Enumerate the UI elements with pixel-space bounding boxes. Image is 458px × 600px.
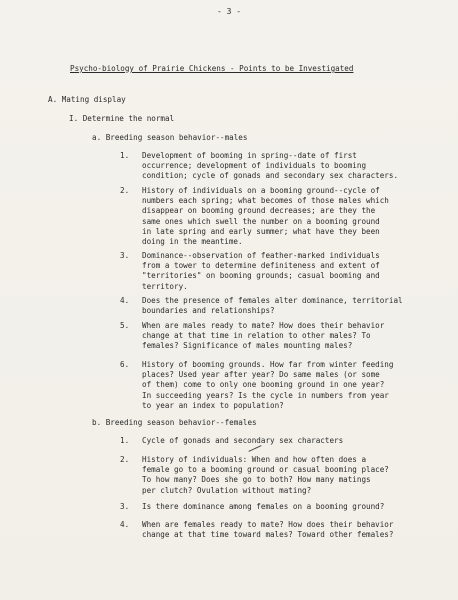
text-line: disappear on booming ground decreases; are they the xyxy=(142,206,376,216)
list-item-text xyxy=(142,321,384,352)
list-item-number: 3. xyxy=(120,502,130,511)
text-line: "territories" on booming grounds; casual booming and xyxy=(142,271,380,281)
list-item-text xyxy=(142,186,389,247)
text-line: change at that time in relation to other males? To xyxy=(142,331,371,341)
text-line: History of individuals on a booming ground--cycle of xyxy=(142,186,380,195)
list-item-number: 1. xyxy=(120,151,130,160)
text-line: places? Used year after year? Do same males (or some xyxy=(142,370,380,380)
text-line: When are males ready to mate? How does their behavior xyxy=(142,321,385,330)
section-heading-i: I. Determine the normal xyxy=(69,114,175,123)
text-line: History of individuals: When and how often does a xyxy=(142,455,367,464)
text-line: female go to a booming ground or casual booming place? xyxy=(142,465,389,475)
list-item-text xyxy=(142,436,343,446)
text-line: from a tower to determine definiteness and extent of xyxy=(142,261,380,271)
list-item-number: 2. xyxy=(120,186,130,195)
list-item-number: 4. xyxy=(120,296,130,305)
text-line: Development of booming in spring--date of first xyxy=(142,151,357,160)
text-line: When are females ready to mate? How does their behavior xyxy=(142,520,394,529)
text-line: History of booming grounds. How far from winter feeding xyxy=(142,360,394,369)
list-item-text xyxy=(142,360,393,411)
text-line: Cycle of gonads and secondary sex characters xyxy=(142,436,344,445)
list-item-text xyxy=(142,296,403,316)
list-item-text xyxy=(142,502,384,512)
list-item-text xyxy=(142,520,393,540)
subsection-heading-males: a. Breeding season behavior--males xyxy=(92,133,248,142)
list-item-text xyxy=(142,151,398,182)
page-number: - 3 - xyxy=(216,7,242,16)
text-line: per clutch? Ovulation without mating? xyxy=(142,485,312,495)
page-title: Psycho-biology of Prairie Chickens - Points to be Investigated xyxy=(70,64,354,73)
text-line: Is there dominance among females on a booming ground? xyxy=(142,502,385,511)
text-line: occurrence; development of individuals to booming xyxy=(142,161,367,171)
text-line: females? Significance of males mounting males? xyxy=(142,341,353,351)
text-line: To how many? Does she go to both? How many matings xyxy=(142,475,371,485)
subsection-heading-females: b. Breeding season behavior--females xyxy=(92,418,257,427)
list-item-number: 3. xyxy=(120,251,130,260)
text-line: Dominance--observation of feather-marked individuals xyxy=(142,251,380,260)
text-line: numbers each spring; what becomes of those males which xyxy=(142,196,389,206)
text-line: in late spring and early summer; what have they been xyxy=(142,226,380,236)
list-item-text xyxy=(142,251,380,292)
text-line: territory. xyxy=(142,281,188,291)
section-heading-a: A. Mating display xyxy=(48,95,126,104)
text-line: Does the presence of females alter dominance, territorial xyxy=(142,296,403,305)
text-line: doing in the meantime. xyxy=(142,237,243,247)
text-line: of them) come to only one booming ground in one year? xyxy=(142,380,385,390)
list-item-number: 2. xyxy=(120,455,130,464)
list-item-number: 6. xyxy=(120,360,130,369)
list-item-number: 1. xyxy=(120,436,130,445)
text-line: In succeeding years? Is the cycle in numbers from year xyxy=(142,390,389,400)
text-line: change at that time toward males? Toward other females? xyxy=(142,530,394,540)
list-item-number: 5. xyxy=(120,321,130,330)
text-line: to year an index to population? xyxy=(142,400,284,410)
list-item-number: 4. xyxy=(120,520,130,529)
text-line: boundaries and relationships? xyxy=(142,306,275,316)
text-line: same ones which swell the number on a booming ground xyxy=(142,216,380,226)
list-item-text xyxy=(142,455,389,496)
text-line: condition; cycle of gonads and secondary sex characters. xyxy=(142,171,399,181)
